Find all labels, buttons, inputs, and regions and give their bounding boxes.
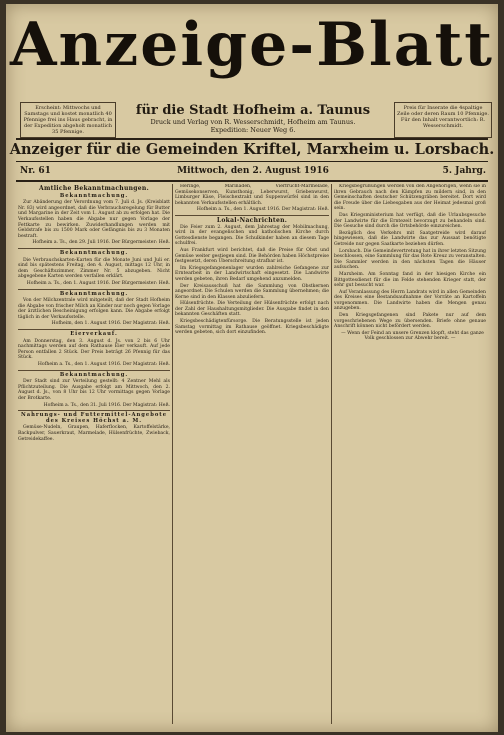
divider: [18, 410, 170, 411]
issue-row: [20, 164, 486, 178]
news-paragraph: Das Kriegsministerium hat verfügt, daß die Urlaubsgesuche der Landwirte für die Erntezeit bevorzugt zu behandeln sind. Die Gesuche sind durch die Ortsbehörde einzureichen.: [334, 212, 486, 230]
news-paragraph: Aus Frankfurt wird berichtet, daß die Preise für Obst und Gemüse weiter gestiegen sind. Die Behörden haben Höchstpreise festgesetzt, deren Überschreitung strafbar ist.: [175, 247, 329, 265]
notice-signature: Hofheim a. Ts., den 1. August 1916. Der Bürgermeister: Heß.: [26, 280, 170, 286]
advert-price-box: Preis für Inserate die 4spaltige Zeile oder deren Raum 10 Pfennige. Für den Inhalt verantwortlich: R. Wesserschmidt.: [394, 102, 492, 138]
masthead: [6, 4, 498, 102]
news-paragraph: Auf Veranlassung des Herrn Landrats wird in allen Gemeinden des Kreises eine Bestandsaufnahme der Vorräte an Kartoffeln vorgenommen. Die Landwirte haben die Mengen genau anzugeben.: [334, 289, 486, 312]
quote-paragraph: — Wenn der Feind an unsere Grenzen klopft, steht das ganze Volk geschlossen zur Abwehr bereit. —: [341, 330, 484, 342]
subscription-info-box: Erscheint: Mittwochs und Samstags und kostet monatlich 40 Pfennige frei ins Haus gebracht, in der Expedition abgeholt monatlich 35 Pfennige.: [20, 102, 116, 138]
printer-line: Druck und Verlag von R. Wesserschmidt, Hofheim am Taunus.: [150, 118, 356, 126]
city-line: für die Stadt Hofheim a. Taunus: [135, 103, 371, 118]
notice-text: Gemüse-Nudeln, Graupen, Haferflocken, Kartoffelstärke, Backpulver, Sauerkraut, Marmelade, Hülsenfrüchte, Zwieback, Getreidekaffee.: [18, 425, 170, 442]
notice-heading: Nahrungs- und Futtermittel-Angebote des Kreises Höchst a. M.: [20, 412, 167, 424]
divider: [16, 138, 488, 140]
news-paragraph: Kriegsbeschädigtenfürsorge. Die Beratungsstelle ist jeden Samstag vormittag im Rathause geöffnet. Kriegsbeschädigte werden gebeten, sich dort einzufinden.: [175, 319, 329, 336]
notice-heading: Bekanntmachung.: [59, 192, 129, 199]
notice-signature: Hofheim a. Ts., den 31. Juli 1916. Der Magistrat: Heß.: [43, 402, 170, 408]
notice-signature: Hofheim a. Ts., den 1. August 1916. Der Magistrat: Heß.: [196, 207, 329, 213]
column-rule: [331, 184, 332, 724]
issue-year: 5. Jahrg.: [442, 166, 486, 176]
news-paragraph: Lorsbach. Die Gemeindevertretung hat in ihrer letzten Sitzung beschlossen, eine Sammlung für das Rote Kreuz zu veranstalten. Die Sammler werden in den nächsten Tagen die Häuser aufsuchen.: [334, 248, 486, 271]
divider: [18, 248, 170, 249]
divider: [175, 215, 329, 216]
notice-signature: Hofheim a. Ts., den 1. August 1916. Der Magistrat: Heß.: [37, 362, 170, 368]
divider: [16, 180, 488, 182]
column-1: [18, 184, 170, 724]
news-paragraph: Der Kreisausschuß hat die Sammlung von Obstkernen angeordnet. Die Schulen werden die Sammlung übernehmen; die Kerne sind in den Klassen abzuliefern.: [175, 283, 329, 300]
news-paragraph: Kriegsbegrüßungen werden von den Angehörigen, wenn sie in ihren Gebrauch nach den Kämpfen zu mildern sind, in den Gemeinschaften deutscher Schützengräben bereitet. Dort wird die Freude über die Liebesgaben aus der Heimat jedesmal groß sein.: [334, 184, 486, 212]
divider: [18, 289, 170, 290]
notice-text: Von der Milchzentrale wird mitgeteilt, daß der Stadt Hofheim die Abgabe von frischer Milch an Kinder nur noch gegen Vorlage der ärztlichen Bescheinigung erfolgen kann. Die Abgabe erfolgt täglich in der Verkaufsstelle.: [18, 298, 170, 320]
column-3: [334, 184, 486, 724]
masthead-subtitle: [114, 103, 392, 134]
column-2: [175, 184, 329, 724]
notice-heading: Bekanntmachung.: [59, 290, 129, 297]
divider: [18, 370, 170, 371]
expedition-line: Expedition: Neuer Weg 6.: [210, 126, 296, 134]
notice-signature: Hofheim, den 1. August 1916. Der Magistrat: Heß.: [51, 321, 170, 327]
divider: [18, 329, 170, 330]
municipalities-headline: Anzeiger für die Gemeinden Kriftel, Marxheim u. Lorsbach.: [9, 141, 495, 158]
notice-signature: Hofheim a. Ts., den 29. Juli 1916. Der Bürgermeister: Heß.: [32, 240, 170, 246]
section-heading: Amtliche Bekanntmachungen.: [39, 185, 149, 192]
column-rule: [172, 184, 173, 724]
news-paragraph: Den Kriegsgefangenen sind Pakete nur auf dem vorgeschriebenen Wege zu übersenden. Briefe ohne genaue Anschrift können nicht befördert werden.: [334, 313, 486, 330]
news-paragraph: Hülsenfrüchte. Die Verteilung der Hülsenfrüchte erfolgt nach der Zahl der Haushaltungsmitglieder. Die Ausgabe findet in den bekannten Geschäften statt.: [175, 301, 329, 318]
issue-date: Mittwoch, den 2. August 1916: [177, 166, 329, 176]
notice-heading: Eierverkauf.: [70, 331, 118, 338]
issue-number: Nr. 61: [20, 166, 51, 176]
newspaper-title: Anzeige-Blatt: [9, 10, 495, 80]
news-paragraph: Im Kriegsgefangenenlager wurden zahlreiche Gefangene zur Erntearbeit in der Landwirtschaft eingesetzt. Die Landwirte werden gebeten, ihren Bedarf umgehend anzumelden.: [175, 265, 329, 282]
notice-heading: Bekanntmachung.: [59, 249, 129, 256]
section-heading: Lokal-Nachrichten.: [216, 216, 288, 224]
notice-text: Die Verbrauchskarten-Karten für die Monate Juni und Juli er. sind bis spätestens Freitag, den 4. August, mittags 12 Uhr, in dem Geschäftszimmer, Zimmer Nr. 5 abzugeben. Nicht abgegebene Karten werden verfallen erklärt.: [18, 257, 170, 280]
notice-text: Am Donnerstag, den 3. August d. Js. von 2 bis 6 Uhr nachmittags werden auf dem Rathause Eier verkauft. Auf jede Person entfallen 2 Stück. Der Preis beträgt 26 Pfennig für das Stück.: [18, 338, 170, 361]
notice-text: Der Stadt sind zur Verteilung gestellt: 4 Zentner Mehl als Pflichtzuteilung. Die Ausgabe erfolgt am Mittwoch, den 2. August d. Js., von 8 Uhr bis 12 Uhr vormittags gegen Vorlage der Brotkarte.: [18, 379, 170, 401]
newspaper-page: [6, 4, 498, 732]
notice-text: Heringe, Marinaden, Vierfrucht-Marmelade, Gemüsekonserven, Kunsthonig, Leberwurst, Griebenwurst, Limburger Käse, Fleischextrakt und Suppenwürfel sind in den bekannten Verkaufsstellen erhältlich.: [175, 184, 329, 206]
notice-text: Zur Abänderung der Verordnung vom 7. Juli d. Js. (Kreisblatt Nr. 83) wird angeordnet, daß die Verbrauchsregelung für Butter und Margarine in der Zeit vom 1. August ab zu erfolgen hat. Die Verkaufsstellen haben die Abgabe nur gegen Vorlage der Fettkarte zu bewirken. Zuwiderhandlungen werden mit Geldstrafe bis zu 1500 Mark oder Gefängnis bis zu 3 Monaten bestraft.: [18, 200, 170, 239]
news-paragraph: Marxheim. Am Sonntag fand in der hiesigen Kirche ein Bittgottesdienst für die im Felde stehenden Krieger statt, der sehr gut besucht war.: [334, 271, 486, 289]
article-columns: [18, 184, 486, 724]
notice-heading: Bekanntmachung.: [59, 371, 129, 378]
divider: [16, 161, 488, 162]
news-paragraph: Bezüglich des Verkehrs mit Saatgetreide wird darauf hingewiesen, daß die Landwirte das zur Aussaat benötigte Getreide nur gegen Saatkarte beziehen dürfen.: [334, 230, 486, 247]
news-paragraph: Die Feier zum 2. August, dem Jahrestag der Mobilmachung, wird in der evangelischen und katholischen Kirche durch Gottesdienste begangen. Die Schulkinder haben an diesem Tage schulfrei.: [175, 224, 329, 247]
